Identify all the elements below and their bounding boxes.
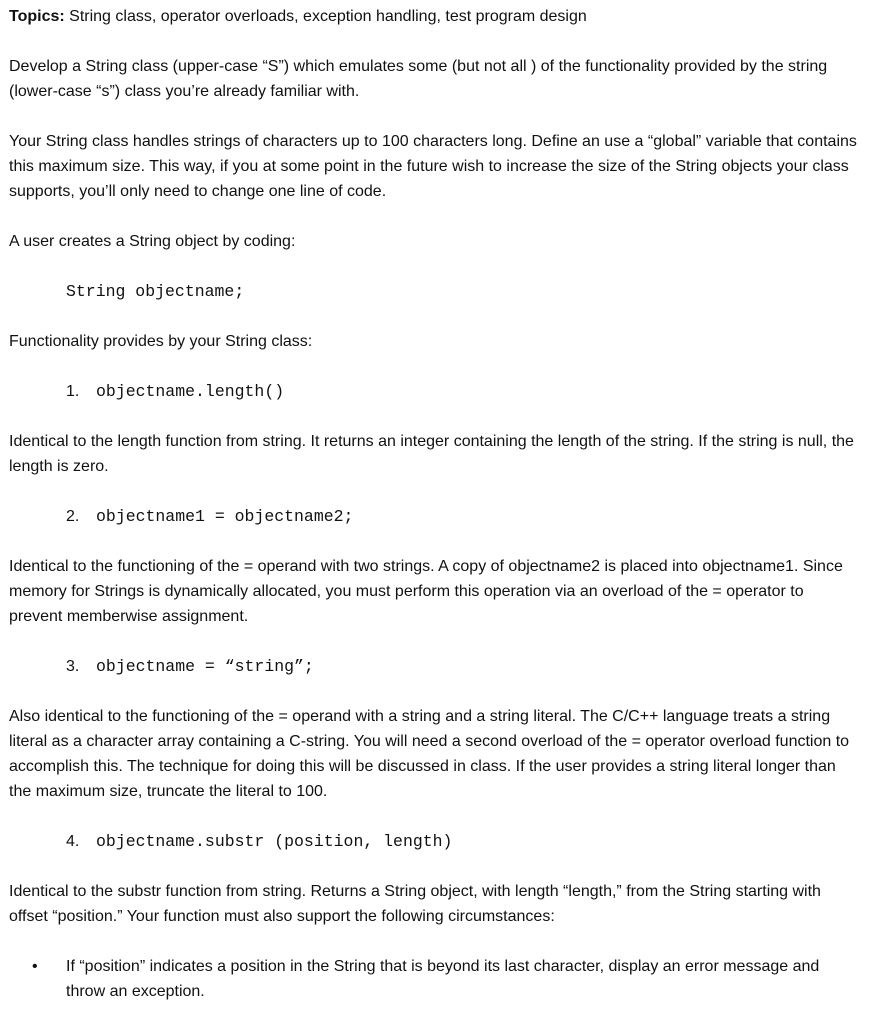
numbered-item-2 <box>9 504 859 529</box>
intro-paragraph: Develop a String class (upper-case “S”) which emulates some (but not all ) of the functionality provided by the string (lower-case “s”) class you’re already familiar with. <box>9 58 828 100</box>
bullet-item <box>9 954 859 1004</box>
topics-line <box>9 4 859 29</box>
length-description: Identical to the length function from string. It returns an integer containing the length of the string. If the string is null, the length is zero. <box>9 433 854 475</box>
assignment-description: Identical to the functioning of the = operand with two strings. A copy of objectname2 is placed into objectname1. Since memory for Strings is dynamically allocated, you must perform this operation via an overload of the = operator to prevent memberwise assignment. <box>9 558 843 625</box>
item-number: 1. <box>66 383 80 400</box>
item-code: objectname.length() <box>96 382 285 401</box>
bullet-symbol: • <box>32 958 38 975</box>
item-number: 2. <box>66 508 80 525</box>
topics-label: Topics: <box>9 8 65 25</box>
item-number: 3. <box>66 658 80 675</box>
literal-assignment-description: Also identical to the functioning of the = operand with a string and a string literal. The C/C++ language treats a string literal as a character array containing a C-string. You will need a second overload of the = operator overload function to accomplish this. The technique for doing this will be discussed in class. If the user provides a string literal longer than the maximum size, truncate the literal to 100. <box>9 708 850 800</box>
item-code: objectname.substr (position, length) <box>96 832 453 851</box>
item-code: objectname1 = objectname2; <box>96 507 354 526</box>
numbered-item-3 <box>9 654 859 679</box>
bullet-text: If “position” indicates a position in the String that is beyond its last character, display an error message and throw an exception. <box>66 958 820 1000</box>
numbered-item-1 <box>9 379 859 404</box>
max-size-paragraph: Your String class handles strings of characters up to 100 characters long. Define an use a “global” variable that contains this maximum size. This way, if you at some point in the future wish to increase the size of the String objects your class supports, you’ll only need to change one line of code. <box>9 133 857 200</box>
topics-text: String class, operator overloads, exception handling, test program design <box>64 8 587 25</box>
item-number: 4. <box>66 833 80 850</box>
numbered-item-4 <box>9 829 859 854</box>
item-code: objectname = “string”; <box>96 657 314 676</box>
functionality-heading: Functionality provides by your String class: <box>9 333 313 350</box>
create-object-paragraph: A user creates a String object by coding: <box>9 233 296 250</box>
substr-description: Identical to the substr function from string. Returns a String object, with length “length,” from the String starting with offset “position.” Your function must also support the following circumstances: <box>9 883 821 925</box>
assignment-document <box>9 4 859 1004</box>
declaration-code: String objectname; <box>66 282 245 301</box>
